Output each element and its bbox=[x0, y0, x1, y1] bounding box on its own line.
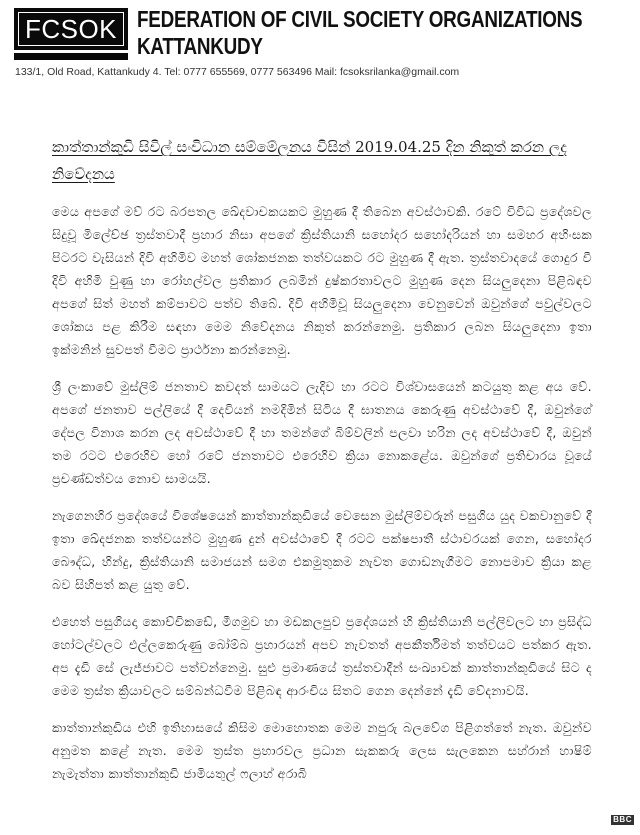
logo-underline-bar bbox=[14, 53, 128, 60]
paragraph-3: නැගෙනහිර ප්‍රදේශයේ විශේෂයෙන් කාත්තාන්කුඩියේ වෙසෙන මුස්ලිම්වරුන් පසුගිය යුද වකවානුවේ දී ඉතා ඛේදජනක තත්වයන්ට මුහුණ දුන් අවස්ථාවේ දී රටට පක්ෂපාතී ස්ථාවරයක් ගෙන, සහෝදර බෞද්ධ, හින්දු, ක්‍රිස්තියානි සමාජයන් සමග එකමුතුකම නැවත ගොඩනැගීමට නොපමාව ක්‍රියා කළ බව සිහිපත් කළ යුතු වේ. bbox=[52, 508, 592, 592]
logo-box bbox=[14, 8, 128, 50]
paragraph-1: මෙය අපගේ මව් රට බරපතල ඛේදවාචකයකට මුහුණ දී තිබෙන අවස්ථාවකි. රටේ විවිධ ප්‍රදේශවල සිදුවූ මිලේච්ඡ ත්‍රස්තවාදී ප්‍රහාර නිසා අපගේ ක්‍රිස්තියානි සහෝදර සහෝදරියන් හා සමහර අහිංසක පිටරට වැසියන් දිවි අහිමිව මහත් ශෝකජනක තත්වයකට රට මුහුණ දී ඇත. ත්‍රස්තවාදයේ ගොදුර වී දිවි අහිමි වුණු හා රෝහල්වල ප්‍රතිකාර ලබමින් දුෂ්කරතාවලට මුහුණ දෙන සියලුදෙනා පිළිබඳව අපගේ සිත් මහත් කම්පාවට පත්ව තිබේ. දිවි අහිමිවූ සියලුදෙනා වෙනුවෙන් ඔවුන්ගේ පවුල්වලට ශෝකය පළ කිරීම සඳහා මෙම නිවේදනය නිකුත් කරන්නෙමු. ප්‍රතිකාර ලබන සියලුදෙනා ඉතා ඉක්මනින් සුවපත් වීමට ප්‍රාර්ථනා කරන්නෙමු. bbox=[52, 204, 592, 357]
letterhead bbox=[14, 8, 634, 58]
document-body bbox=[52, 200, 592, 799]
paragraph-5: කාත්තාන්කුඩිය එහි ඉතිහාසයේ කිසිම මොහොතක මෙම නපුරු බලවේග පිළිගත්තේ නැත. ඔවුන්ව අනුමත කළේ නැත. මෙම ත්‍රස්ත ප්‍රහාරවල ප්‍රධාන සැකකරු ලෙස සැලකෙන සහ්රාන් හාෂිම් නැමැත්තා කාත්තාන්කුඩි ජාමියතුල් ෆලාහ් අරාබි bbox=[52, 720, 592, 781]
bbc-watermark: BBC bbox=[613, 815, 632, 824]
paragraph-4: එහෙත් පසුගියදා කොච්චිකඩේ, මීගමුව හා මඩකලපුව ප්‍රදේශයන් හි ක්‍රිස්තියානි පල්ලිවලට හා ප්‍රසිද්ධ හෝටල්වලට එල්ලකෙරුණු බෝම්බ ප්‍රහාරයන් අපව නැවතත් අපකීර්තිමත් තත්වයට පත්කර ඇත. අප දැඩි සේ ලැජ්ජාවට පත්වන්නෙමු. සුළු ප්‍රමාණයේ ත්‍රස්තවාදීන් සංඛ්‍යාවක් කාත්තාන්කුඩියේ සිට ද මෙම ත්‍රස්ත ක්‍රියාවලට සම්බන්ධවීම පිළිබඳ ආරංචිය සිතට ගෙන දෙන්නේ දැඩි වේදනාවයි. bbox=[52, 614, 592, 698]
fcsok-logo bbox=[14, 8, 128, 60]
organization-name-line1: FEDERATION OF CIVIL SOCIETY ORGANIZATIONS bbox=[137, 6, 583, 32]
organization-name-line2: KATTANKUDY bbox=[137, 33, 263, 59]
contact-address: 133/1, Old Road, Kattankudy 4. Tel: 0777 655569, 0777 563496 Mail: fcsoksrilanka@gmail.com bbox=[15, 66, 460, 78]
document-heading: කාත්තාන්කුඩි සිවිල් සංවිධාන සම්මේලනය විසින් 2019.04.25 දින නිකුත් කරන ලද නිවේදනය bbox=[52, 138, 567, 183]
logo-text: FCSOK bbox=[18, 12, 124, 46]
paragraph-2: ශ්‍රී ලංකාවේ මුස්ලිම් ජනතාව කවදත් සාමයට ලැදිව හා රටට විශ්වාසයෙන් කටයුතු කළ අය වේ. අපගේ ජනතාව පල්ලියේ දී දෙවියන් නමදිමින් සිටිය දී ඝාතනය කෙරුණු අවස්ථාවේ දී, ඔවුන්ගේ දේපල විනාශ කරන ලද අවස්ථාවේ දී හා තමන්ගේ බිම්වලින් පලවා හරින ලද අවස්ථාවේ දී, ඔවුන් තම රටට එරෙහිව හෝ රටේ ජනතාවට එරෙහිව ක්‍රියා නොකළේය. ඔවුන්ගේ ප්‍රතිචාරය වූයේ ප්‍රචණ්ඩත්වය නොව සාමයයි. bbox=[52, 379, 592, 486]
organization-name bbox=[137, 6, 582, 60]
